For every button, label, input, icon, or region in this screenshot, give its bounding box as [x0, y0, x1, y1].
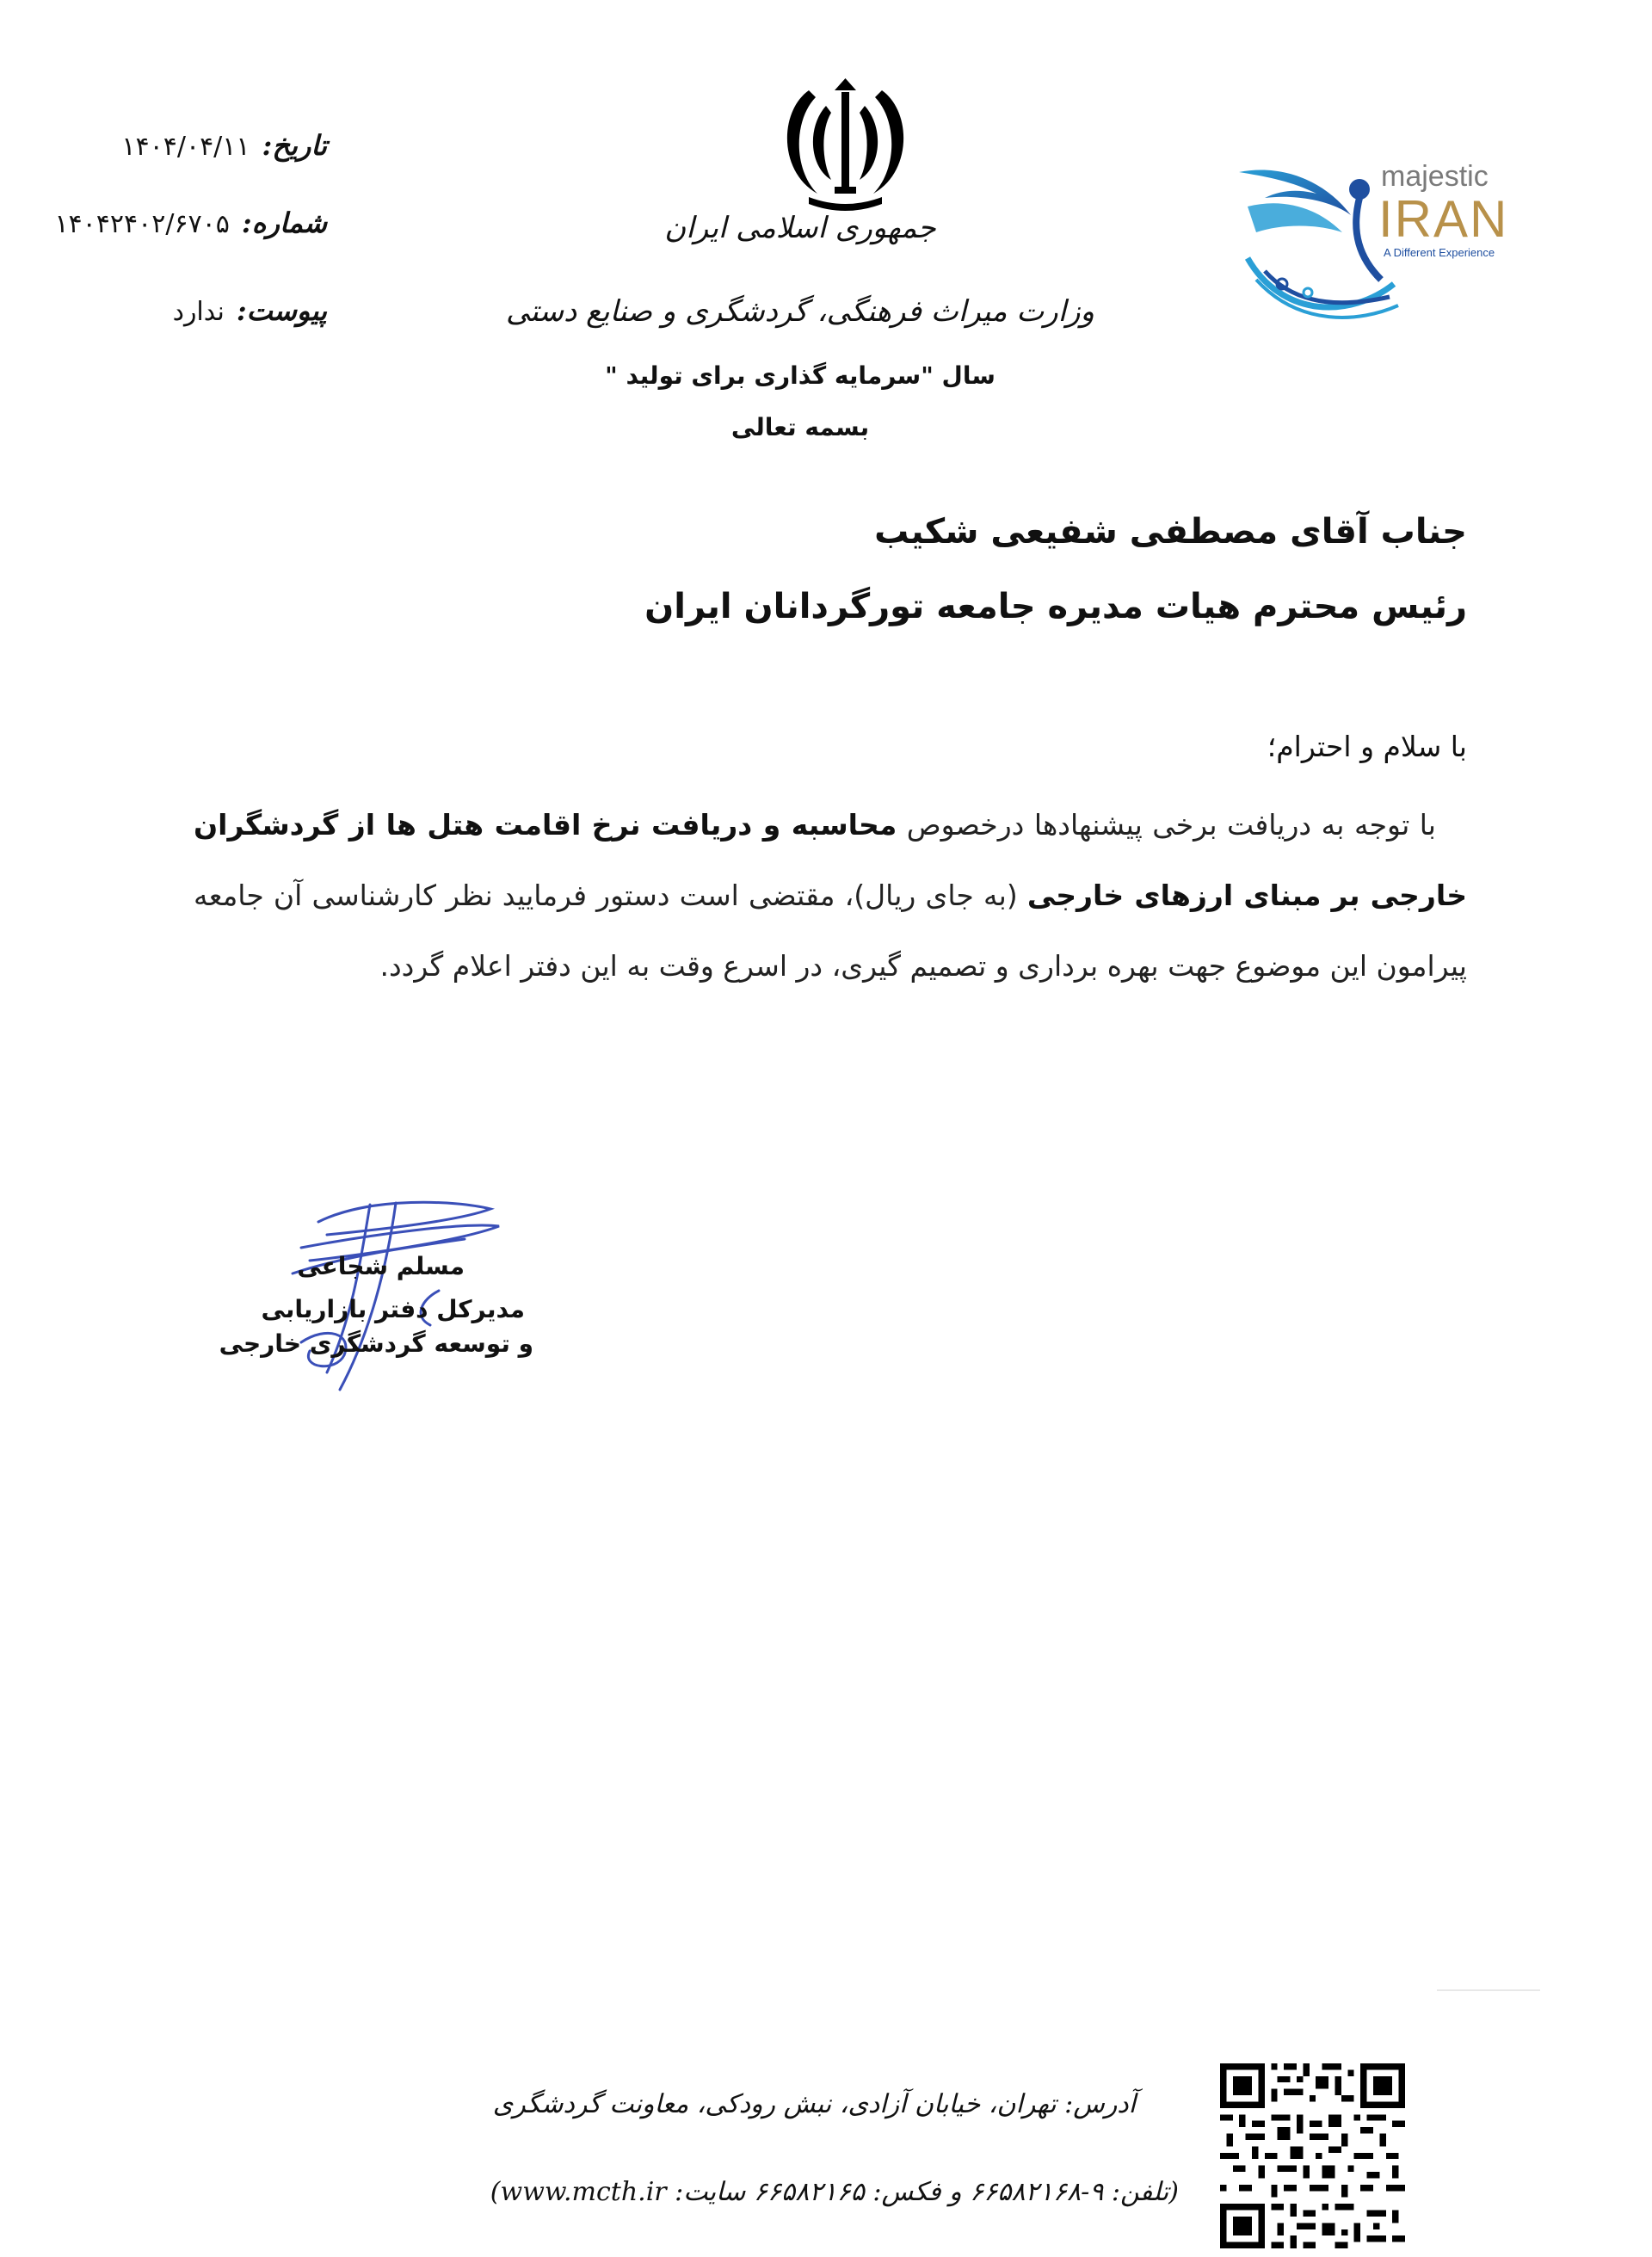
body-part-2-bold: محاسبه و دریافت نرخ اقامت هتل ها از گردشگران خارجی بر مبنای ارزهای خارجی: [194, 808, 1467, 912]
signatory-position-1: مدیرکل دفتر بازاریابی: [261, 1295, 525, 1323]
qr-code-icon: [1220, 2063, 1405, 2248]
date-label: تاریخ:: [262, 129, 327, 162]
number-value: ۱۴۰۴۲۴۰۲/۶۷۰۵: [54, 209, 230, 239]
republic-name: جمهوری اسلامی ایران: [664, 211, 936, 245]
handwritten-signature: [267, 1187, 525, 1394]
year-slogan: سال "سرمایه گذاری برای تولید ": [605, 361, 996, 390]
invocation: بسمه تعالی: [730, 413, 870, 441]
ministry-name: وزارت میراث فرهنگی، گردشگری و صنایع دستی: [506, 294, 1094, 329]
letter-body: [194, 790, 1467, 1002]
logo-majestic-text: majestic: [1381, 160, 1489, 193]
body-part-3: (به جای ریال)، مقتضی است دستور فرمایید نظر کارشناسی آن جامعه پیرامون این موضوع جهت بهره برداری و تصمیم گیری، در اسرع وقت به این دفتر اعلام گردد.: [194, 879, 1467, 983]
date-row: [121, 129, 327, 162]
body-part-1: با توجه به دریافت برخی پیشنهادها درخصوص: [906, 808, 1436, 842]
greeting: با سلام و احترام؛: [1267, 730, 1467, 763]
logo-iran-text: IRAN: [1378, 190, 1509, 248]
logo-tagline: A Different Experience: [1384, 246, 1495, 259]
footer-contact: (تلفن: ۹-۶۶۵۸۲۱۶۸ و فکس: ۶۶۵۸۲۱۶۵ سایت: www.mcth.ir): [490, 2177, 1179, 2207]
attachment-label: پیوست:: [236, 294, 327, 327]
attachment-value: ندارد: [172, 297, 225, 327]
footer-divider: [1437, 1989, 1540, 1991]
date-value: ۱۴۰۴/۰۴/۱۱: [121, 132, 250, 162]
number-label: شماره:: [241, 207, 327, 239]
addressee-title: رئیس محترم هیات مدیره جامعه تورگردانان ایران: [644, 587, 1467, 626]
iran-emblem-icon: [774, 73, 916, 211]
majestic-iran-logo: [1230, 155, 1540, 327]
signatory-name: مسلم شجاعی: [297, 1252, 465, 1280]
footer-address: آدرس: تهران، خیابان آزادی، نبش رودکی، معاونت گردشگری: [492, 2089, 1136, 2119]
phoenix-icon: [1230, 155, 1402, 327]
signatory-position-2: و توسعه گردشگری خارجی: [219, 1329, 533, 1358]
addressee-name: جناب آقای مصطفی شفیعی شکیب: [874, 512, 1467, 552]
